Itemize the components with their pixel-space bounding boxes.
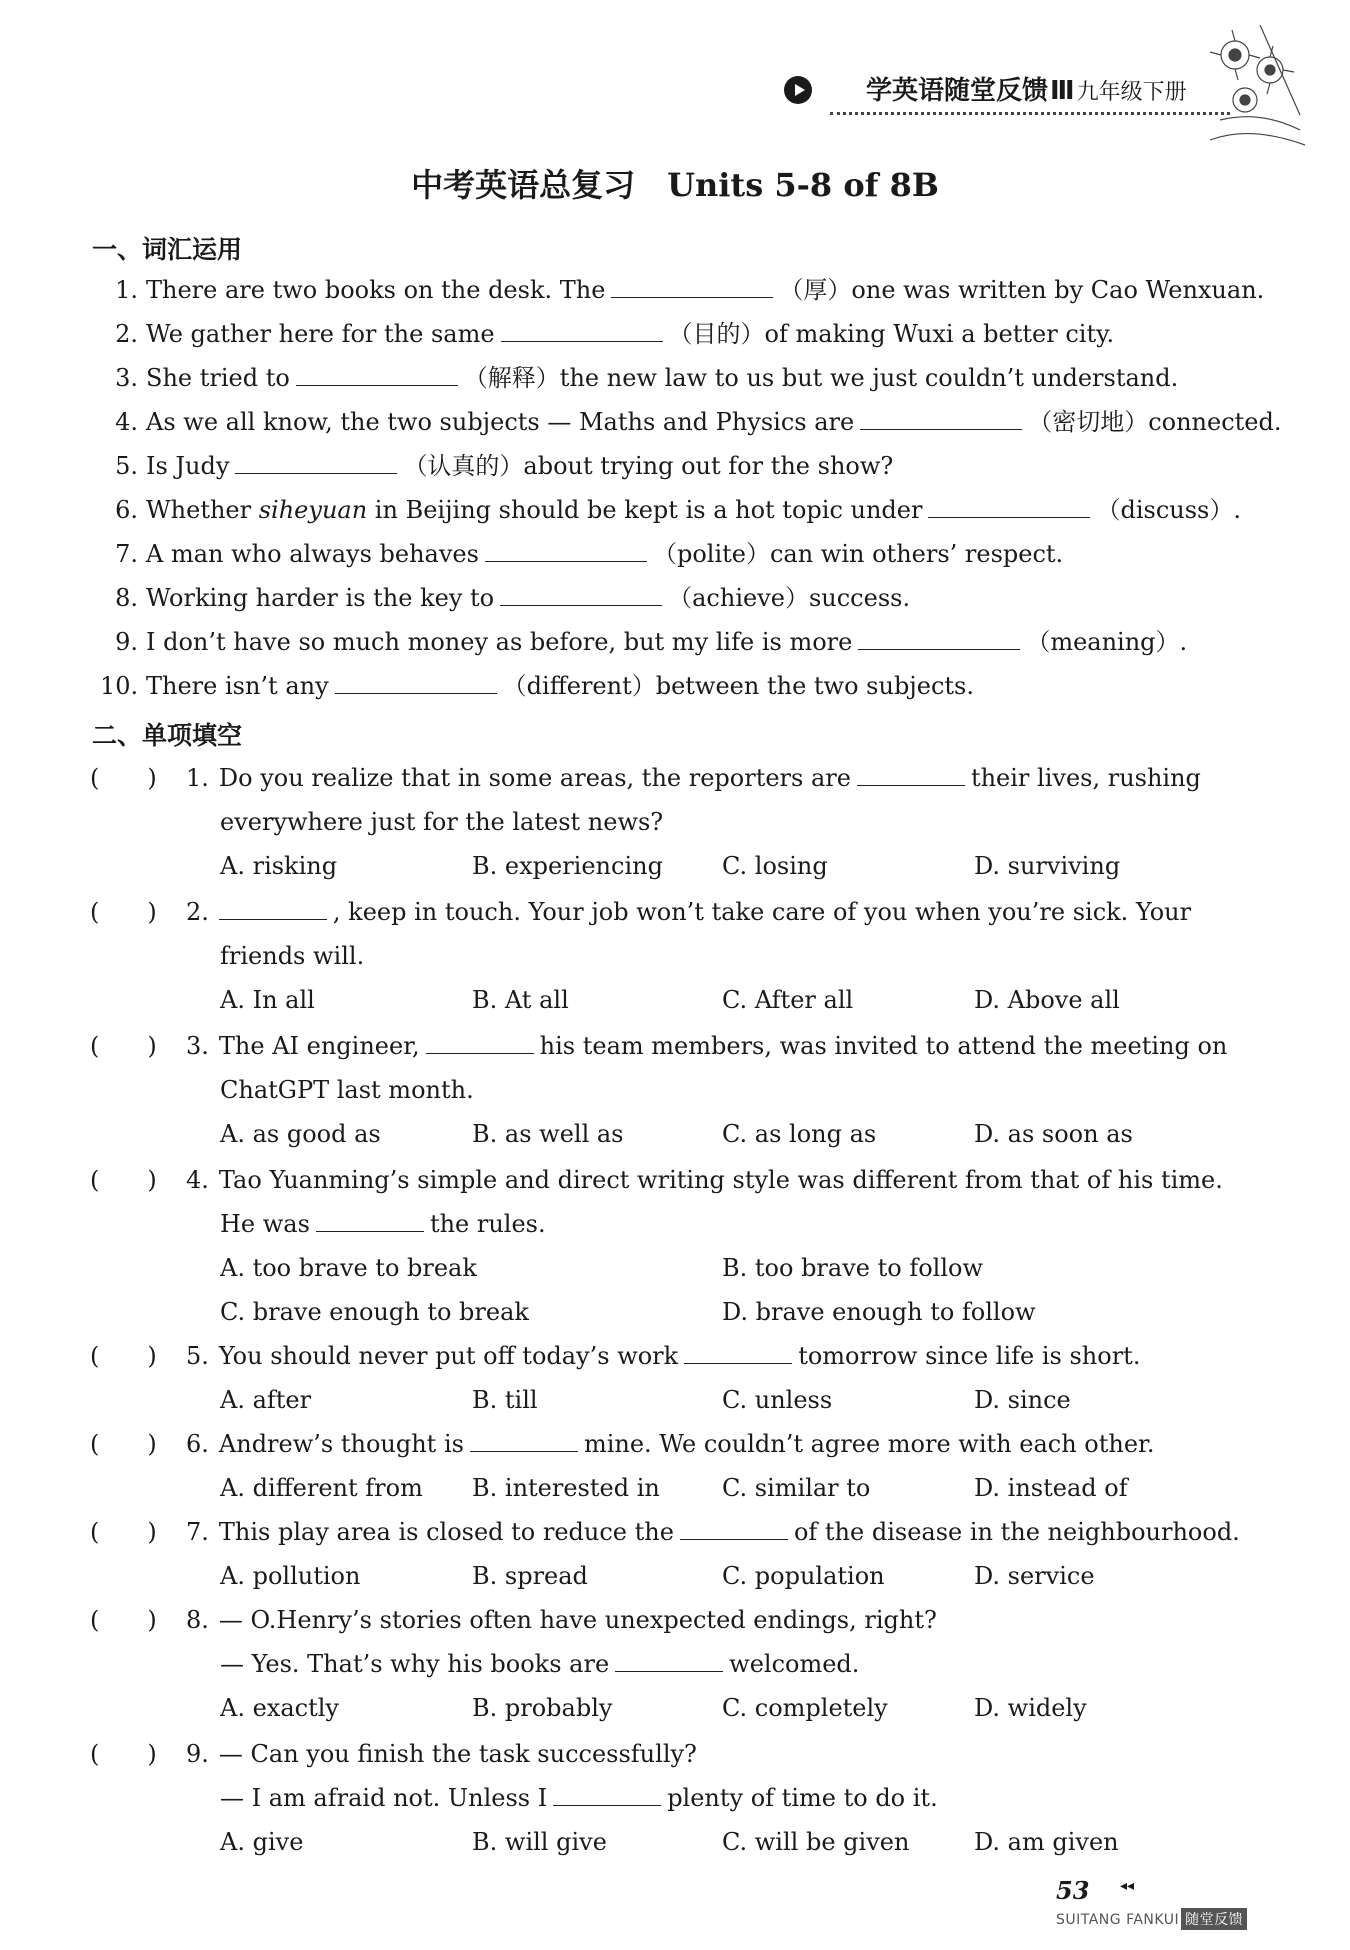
question-2	[186, 896, 1191, 928]
footer-brand-box: 随堂反馈	[1181, 1908, 1247, 1930]
option-b[interactable]: B. experiencing	[472, 852, 663, 880]
question-text-before: — I am afraid not. Unless I	[220, 1784, 548, 1812]
question-text-before: Do you realize that in some areas, the reporters are	[218, 764, 851, 792]
question-3-line2: ChatGPT last month.	[220, 1076, 474, 1104]
option-d[interactable]: D. as soon as	[974, 1120, 1133, 1148]
answer-blank[interactable]	[684, 1341, 792, 1364]
footer-brand	[1056, 1908, 1247, 1930]
item-number: 2.	[115, 320, 138, 348]
question-3	[186, 1030, 1227, 1062]
question-7	[186, 1516, 1240, 1548]
header-dotted-rule	[830, 112, 1230, 115]
option-b[interactable]: B. spread	[472, 1562, 588, 1590]
question-text-after: of the disease in the neighbourhood.	[793, 1518, 1240, 1546]
question-text-before: You should never put off today’s work	[218, 1342, 679, 1370]
question-text-line1: — O.Henry’s stories often have unexpected endings, right?	[218, 1606, 937, 1634]
answer-parentheses[interactable]: ( )	[90, 1518, 157, 1546]
question-text-before: The AI engineer,	[218, 1032, 420, 1060]
double-arrow-left-icon: ◂◂	[1120, 1878, 1135, 1894]
answer-blank[interactable]	[858, 627, 1020, 650]
answer-parentheses[interactable]: ( )	[90, 1032, 157, 1060]
option-c[interactable]: C. will be given	[722, 1828, 910, 1856]
question-number: 6.	[186, 1430, 209, 1458]
option-a[interactable]: A. as good as	[220, 1120, 381, 1148]
question-text-after: , keep in touch. Your job won’t take care of you when you’re sick. Your	[332, 898, 1192, 926]
item-text-before: A man who always behaves	[146, 540, 479, 568]
flower-decoration-icon	[1200, 20, 1310, 160]
question-text-line1: Tao Yuanming’s simple and direct writing style was different from that of his time.	[218, 1166, 1223, 1194]
option-a[interactable]: A. exactly	[220, 1694, 339, 1722]
item-text-before: Whether siheyuan in Beijing should be kept is a hot topic under	[146, 496, 923, 524]
question-4-line2	[220, 1208, 546, 1240]
item-text-before: I don’t have so much money as before, but my life is more	[146, 628, 853, 656]
item-text-after: （achieve）success.	[668, 584, 911, 612]
answer-parentheses[interactable]: ( )	[90, 1740, 157, 1768]
item-text-before: There isn’t any	[146, 672, 329, 700]
option-d[interactable]: D. Above all	[974, 986, 1120, 1014]
question-text-after: his team members, was invited to attend the meeting on	[539, 1032, 1228, 1060]
question-number: 7.	[186, 1518, 209, 1546]
item-text-after: （polite）can win others’ respect.	[652, 540, 1064, 568]
answer-blank[interactable]	[501, 319, 663, 342]
question-9-line2	[220, 1782, 938, 1814]
item-number: 10.	[100, 672, 139, 700]
item-text-after: （密切地）connected.	[1028, 408, 1282, 436]
question-2-line2: friends will.	[220, 942, 365, 970]
item-text-after: （厚）one was written by Cao Wenxuan.	[779, 276, 1265, 304]
option-a[interactable]: A. after	[220, 1386, 312, 1414]
item-text-before: We gather here for the same	[146, 320, 495, 348]
option-b[interactable]: B. interested in	[472, 1474, 660, 1502]
option-c[interactable]: C. similar to	[722, 1474, 871, 1502]
question-number: 2.	[186, 898, 209, 926]
answer-blank[interactable]	[296, 363, 458, 386]
answer-blank[interactable]	[426, 1031, 534, 1054]
option-c[interactable]: C. as long as	[722, 1120, 877, 1148]
option-c[interactable]: C. unless	[722, 1386, 833, 1414]
question-number: 5.	[186, 1342, 209, 1370]
question-6	[186, 1428, 1155, 1460]
page-title: 中考英语总复习 Units 5-8 of 8B	[411, 166, 939, 204]
option-d[interactable]: D. brave enough to follow	[722, 1298, 1036, 1326]
item-text-before: Is Judy	[146, 452, 230, 480]
option-d[interactable]: D. since	[974, 1386, 1071, 1414]
item-number: 6.	[115, 496, 138, 524]
play-icon	[784, 76, 812, 104]
option-a[interactable]: A. different from	[220, 1474, 423, 1502]
item-text-after: （discuss）.	[1096, 496, 1241, 524]
option-a[interactable]: A. In all	[220, 986, 315, 1014]
vocab-item-6	[100, 494, 1241, 526]
answer-blank[interactable]	[316, 1209, 424, 1232]
item-number: 8.	[115, 584, 138, 612]
question-number: 8.	[186, 1606, 209, 1634]
section-heading-vocabulary: 一、词汇运用	[92, 235, 243, 264]
vocab-item-2	[100, 318, 1114, 350]
item-number: 9.	[115, 628, 138, 656]
answer-blank[interactable]	[860, 407, 1022, 430]
footer-brand-text: SUITANG FANKUI	[1056, 1912, 1180, 1928]
header-subtitle: 九年级下册	[1076, 80, 1187, 105]
option-d[interactable]: D. service	[974, 1562, 1095, 1590]
option-a[interactable]: A. risking	[220, 852, 338, 880]
answer-parentheses[interactable]: ( )	[90, 764, 157, 792]
item-number: 3.	[115, 364, 138, 392]
option-d[interactable]: D. surviving	[974, 852, 1121, 880]
vocab-item-5	[100, 450, 893, 482]
option-c[interactable]: C. losing	[722, 852, 828, 880]
question-text-after: welcomed.	[729, 1650, 860, 1678]
answer-parentheses[interactable]: ( )	[90, 1606, 157, 1634]
item-text-before: There are two books on the desk. The	[146, 276, 606, 304]
option-b[interactable]: B. till	[472, 1386, 538, 1414]
answer-blank[interactable]	[219, 897, 327, 920]
option-d[interactable]: D. am given	[974, 1828, 1119, 1856]
answer-blank[interactable]	[500, 583, 662, 606]
item-text-before: As we all know, the two subjects — Maths and Physics are	[146, 408, 855, 436]
answer-parentheses[interactable]: ( )	[90, 898, 157, 926]
item-number: 7.	[115, 540, 138, 568]
vocab-item-7	[100, 538, 1063, 570]
question-9	[186, 1738, 697, 1770]
question-text-before: This play area is closed to reduce the	[218, 1518, 674, 1546]
answer-blank[interactable]	[235, 451, 397, 474]
answer-blank[interactable]	[928, 495, 1090, 518]
option-b[interactable]: B. At all	[472, 986, 569, 1014]
question-number: 9.	[186, 1740, 209, 1768]
question-text-line1: — Can you finish the task successfully?	[218, 1740, 697, 1768]
item-text-after: （解释）the new law to us but we just couldn’t understand.	[463, 364, 1179, 392]
option-a[interactable]: A. give	[220, 1828, 304, 1856]
item-number: 1.	[115, 276, 138, 304]
answer-parentheses[interactable]: ( )	[90, 1430, 157, 1458]
option-a[interactable]: A. too brave to break	[220, 1254, 477, 1282]
item-number: 5.	[115, 452, 138, 480]
question-8-line2	[220, 1648, 859, 1680]
answer-blank[interactable]	[335, 671, 497, 694]
page-number: 53	[1056, 1876, 1090, 1905]
header-title	[866, 70, 1187, 107]
item-text-after: （认真的）about trying out for the show?	[403, 452, 894, 480]
answer-blank[interactable]	[553, 1783, 661, 1806]
option-a[interactable]: A. pollution	[220, 1562, 361, 1590]
answer-parentheses[interactable]: ( )	[90, 1166, 157, 1194]
option-c[interactable]: C. After all	[722, 986, 854, 1014]
option-d[interactable]: D. instead of	[974, 1474, 1128, 1502]
option-c[interactable]: C. population	[722, 1562, 885, 1590]
question-1	[186, 762, 1201, 794]
question-text-before: He was	[220, 1210, 310, 1238]
vocab-item-8	[100, 582, 910, 614]
section-heading-multiple-choice: 二、单项填空	[92, 721, 243, 750]
answer-blank[interactable]	[615, 1649, 723, 1672]
vocab-item-9	[100, 626, 1187, 658]
question-5	[186, 1340, 1140, 1372]
answer-blank[interactable]	[470, 1429, 578, 1452]
option-c[interactable]: C. completely	[722, 1694, 888, 1722]
answer-blank[interactable]	[485, 539, 647, 562]
question-1-line2: everywhere just for the latest news?	[220, 808, 664, 836]
option-b[interactable]: B. will give	[472, 1828, 607, 1856]
option-b[interactable]: B. as well as	[472, 1120, 624, 1148]
question-text-after: their lives, rushing	[970, 764, 1201, 792]
answer-blank[interactable]	[611, 275, 773, 298]
vocab-item-10	[100, 670, 974, 702]
question-4	[186, 1164, 1223, 1196]
vocab-item-3	[100, 362, 1178, 394]
question-text-before: — Yes. That’s why his books are	[220, 1650, 610, 1678]
header-separator: Ⅲ	[1050, 76, 1075, 106]
question-text-before: Andrew’s thought is	[218, 1430, 464, 1458]
question-number: 3.	[186, 1032, 209, 1060]
question-number: 4.	[186, 1166, 209, 1194]
header-title-text: 学英语随堂反馈	[866, 76, 1049, 106]
item-text-before: Working harder is the key to	[146, 584, 495, 612]
item-text-after: （目的）of making Wuxi a better city.	[668, 320, 1115, 348]
option-b[interactable]: B. too brave to follow	[722, 1254, 983, 1282]
question-8	[186, 1604, 937, 1636]
answer-blank[interactable]	[857, 763, 965, 786]
item-text-before: She tried to	[146, 364, 290, 392]
option-d[interactable]: D. widely	[974, 1694, 1087, 1722]
item-number: 4.	[115, 408, 138, 436]
question-number: 1.	[186, 764, 209, 792]
vocab-item-1	[100, 274, 1264, 306]
option-c[interactable]: C. brave enough to break	[220, 1298, 529, 1326]
item-text-after: （meaning）.	[1026, 628, 1188, 656]
question-text-after: mine. We couldn’t agree more with each other.	[583, 1430, 1155, 1458]
question-text-after: tomorrow since life is short.	[798, 1342, 1141, 1370]
question-text-after: plenty of time to do it.	[667, 1784, 938, 1812]
vocab-item-4	[100, 406, 1282, 438]
answer-parentheses[interactable]: ( )	[90, 1342, 157, 1370]
question-text-after: the rules.	[429, 1210, 546, 1238]
item-text-after: （different）between the two subjects.	[502, 672, 974, 700]
option-b[interactable]: B. probably	[472, 1694, 613, 1722]
answer-blank[interactable]	[680, 1517, 788, 1540]
